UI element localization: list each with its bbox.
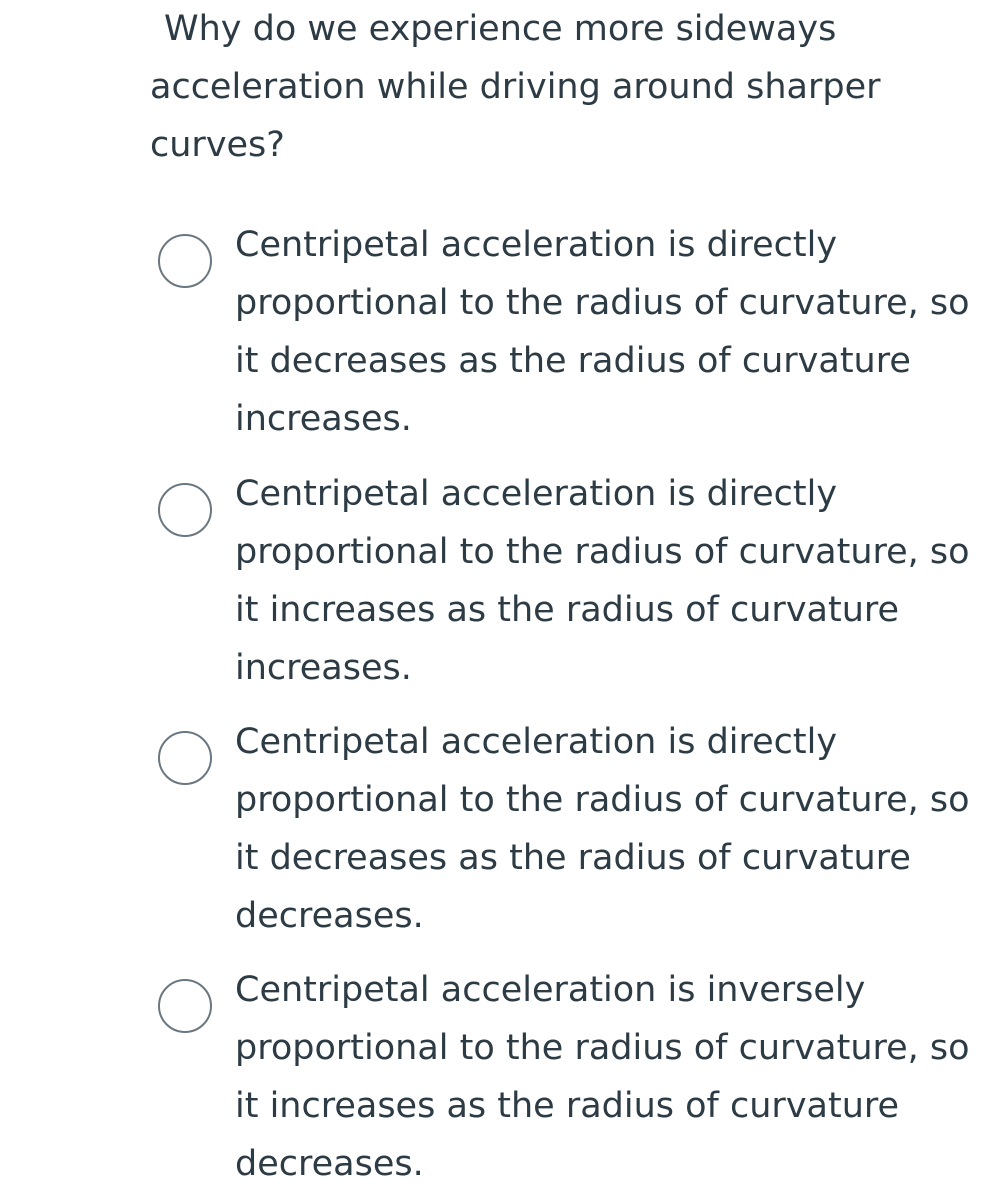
radio-button-icon[interactable] [158,979,212,1033]
answer-option-2[interactable] [158,465,988,705]
radio-button-icon[interactable] [158,483,212,537]
question-text-content: Why do we experience more sideways acceleration while driving around sharper curves? [150,9,881,165]
radio-button-icon[interactable] [158,234,212,288]
answer-option-label: Centripetal acceleration is inversely proportional to the radius of curvature, so it increases as the radius of curvature decreases. [235,970,970,1184]
answer-option-label: Centripetal acceleration is directly proportional to the radius of curvature, so it increases as the radius of curvature increases. [235,474,970,688]
answer-option-3[interactable] [158,713,988,953]
answer-option-1[interactable] [158,216,988,456]
radio-button-icon[interactable] [158,731,212,785]
answer-option-4[interactable] [158,961,988,1201]
answer-option-label: Centripetal acceleration is directly proportional to the radius of curvature, so it decreases as the radius of curvature increases. [235,225,970,439]
answer-option-label: Centripetal acceleration is directly proportional to the radius of curvature, so it decreases as the radius of curvature decreases. [235,722,970,936]
